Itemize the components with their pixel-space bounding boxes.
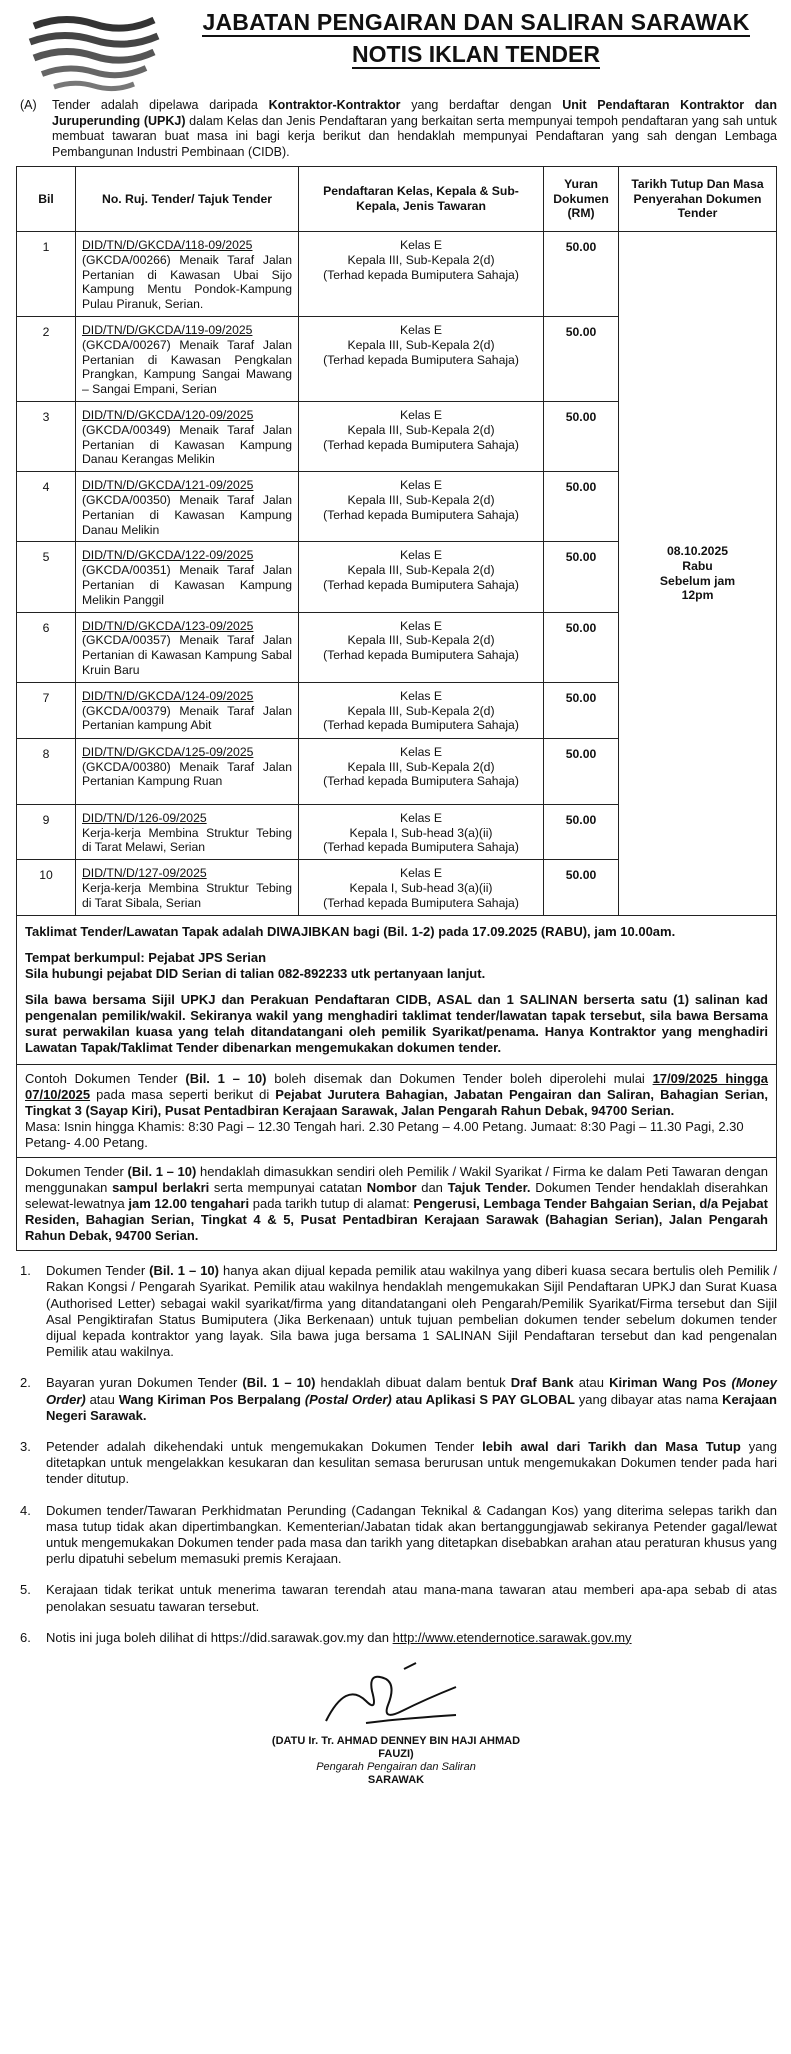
- ruj-cell: [76, 738, 299, 804]
- intro-text: Tender adalah dipelawa daripada: [52, 98, 269, 112]
- terhad: (Terhad kepada Bumiputera Sahaja): [323, 840, 519, 855]
- list-text: Dokumen tender/Tawaran Perkhidmatan Perunding (Cadangan Teknikal & Cadangan Kos) yang diterima selepas tarikh dan masa tutup tidak akan dipertimbangkan. Kementerian/Jabatan tidak akan bertanggungjawab sekiranya Petender gagal/lewat untuk mengemukakan Dokumen tender pada masa dan tarikh yang ditetapkan disebabkan arahan atau peraturan khusus yang perlu dipatuhi sebelum memasuki premis Kerajaan.: [46, 1502, 777, 1567]
- kepala: Kepala III, Sub-Kepala 2(d): [347, 563, 495, 578]
- kepala: Kepala III, Sub-Kepala 2(d): [347, 422, 495, 437]
- bil-cell: [17, 682, 76, 738]
- box-text: pada masa seperti berikut di: [90, 1087, 276, 1103]
- document-fee: 50.00: [565, 746, 597, 761]
- list-text: Bayaran yuran Dokumen Tender: [46, 1375, 243, 1391]
- kelas-cell: [299, 542, 544, 612]
- list-number: 4.: [20, 1502, 31, 1518]
- list-number: 3.: [20, 1438, 31, 1454]
- intro-text: dalam Kelas dan Jenis Pendaftaran yang berkaitan serta mempunyai tempoh pendaftaran yang sah untuk membuat tawaran buat masa ini bagi kerja berikut dan hendaklah mempunyai Pendaftaran yang sah dengan Lembaga Pembangunan Industri Pembinaan (CIDB).: [52, 113, 777, 159]
- yuran-cell: [544, 542, 619, 612]
- box-bold: jam 12.00 tengahari: [128, 1196, 250, 1212]
- terhad: (Terhad kepada Bumiputera Sahaja): [323, 352, 519, 367]
- document-fee: 50.00: [565, 690, 597, 705]
- list-text: yang dibayar atas nama: [574, 1391, 723, 1407]
- kelas: Kelas E: [399, 407, 442, 422]
- row-number: 9: [42, 812, 50, 827]
- header-bil: Bil: [17, 167, 76, 232]
- yuran-cell: [544, 738, 619, 804]
- row-number: 8: [42, 746, 50, 761]
- header: [16, 6, 777, 96]
- header-tutup: Tarikh Tutup Dan Masa Penyerahan Dokumen Tender: [619, 167, 777, 232]
- list-bold: Kerajaan Negeri Sarawak.: [46, 1391, 777, 1423]
- tender-ref: DID/TN/D/GKCDA/120-09/2025: [82, 407, 254, 422]
- table-row: [17, 232, 777, 317]
- terhad: (Terhad kepada Bumiputera Sahaja): [323, 437, 519, 452]
- tender-ref: DID/TN/D/126-09/2025: [82, 810, 207, 825]
- kepala: Kepala III, Sub-Kepala 2(d): [347, 633, 495, 648]
- tender-ref: DID/TN/D/GKCDA/122-09/2025: [82, 548, 254, 563]
- document-fee: 50.00: [565, 240, 597, 254]
- list-text: atau: [573, 1375, 610, 1391]
- row-number: 7: [42, 690, 50, 705]
- row-number: 3: [42, 409, 50, 424]
- tender-title: (GKCDA/00350) Menaik Taraf Jalan Pertanian di Kawasan Kampung Danau Melikin: [82, 492, 292, 537]
- document-fee: 50.00: [565, 868, 597, 883]
- closing-cell: [619, 232, 777, 916]
- tender-table: [16, 166, 777, 916]
- kelas-cell: [299, 472, 544, 542]
- agency-title: JABATAN PENGAIRAN DAN SALIRAN SARAWAK: [202, 9, 750, 35]
- tender-title: (GKCDA/00380) Menaik Taraf Jalan Pertanian Kampung Ruan: [82, 759, 292, 789]
- list-text: yang ditetapkan untuk mengelakkan kesukaran dan kesulitan semasa berurusan untuk mengemukakan Dokumen tender pada hari tender ditutup.: [46, 1438, 777, 1487]
- tender-ref: DID/TN/D/GKCDA/125-09/2025: [82, 744, 254, 759]
- kelas: Kelas E: [399, 548, 442, 563]
- header-kelas: Pendaftaran Kelas, Kepala & Sub- Kepala, Jenis Tawaran: [299, 167, 544, 232]
- signature-block: [16, 1661, 777, 1786]
- yuran-cell: [544, 860, 619, 916]
- bil-cell: [17, 804, 76, 859]
- box-text: serta mempunyai catatan: [209, 1180, 367, 1196]
- briefing-notes: [16, 916, 777, 1065]
- intro-bold: Kontraktor-Kontraktor: [268, 98, 401, 112]
- yuran-cell: [544, 612, 619, 682]
- box-bold: Nombor: [366, 1180, 417, 1196]
- kelas: Kelas E: [399, 688, 442, 703]
- intro-text: yang berdaftar dengan: [400, 98, 563, 112]
- contact-text: Sila hubungi pejabat DID Serian di talian 082-892233 utk pertanyaan lanjut.: [25, 966, 486, 982]
- row-number: 4: [42, 480, 50, 495]
- header-ruj: No. Ruj. Tender/ Tajuk Tender: [76, 167, 299, 232]
- bil-cell: [17, 738, 76, 804]
- tender-ref: DID/TN/D/GKCDA/118-09/2025: [82, 238, 253, 252]
- tender-title: (GKCDA/00349) Menaik Taraf Jalan Pertanian di Kawasan Kampung Danau Kerangas Melikin: [82, 422, 292, 467]
- ruj-cell: [76, 472, 299, 542]
- ruj-cell: [76, 612, 299, 682]
- box-text: Contoh Dokumen Tender: [25, 1071, 186, 1087]
- kelas: Kelas E: [399, 238, 442, 252]
- list-bold: atau Aplikasi S PAY GLOBAL: [391, 1391, 575, 1407]
- kepala: Kepala III, Sub-Kepala 2(d): [347, 252, 495, 267]
- kelas: Kelas E: [399, 744, 442, 759]
- tender-title: (GKCDA/00351) Menaik Taraf Jalan Pertanian di Kawasan Kampung Melikin Panggil: [82, 563, 292, 607]
- document-fee: 50.00: [565, 409, 597, 424]
- signature-graphic: [306, 1661, 476, 1733]
- box-text: boleh disemak dan Dokumen Tender boleh diperolehi mulai: [266, 1071, 653, 1087]
- kelas-cell: [299, 612, 544, 682]
- kepala: Kepala III, Sub-Kepala 2(d): [347, 759, 495, 774]
- tender-ref: DID/TN/D/GKCDA/119-09/2025: [82, 322, 253, 337]
- list-text: Dokumen Tender: [46, 1263, 150, 1279]
- tender-ref: DID/TN/D/GKCDA/123-09/2025: [82, 618, 254, 633]
- intro-bold: Unit Pendaftaran Kontraktor dan Juruperunding (UPKJ): [52, 98, 777, 128]
- box-bold: Tajuk Tender.: [447, 1180, 531, 1196]
- document-availability-box: [16, 1065, 777, 1158]
- list-item: [16, 1503, 777, 1568]
- intro-paragraph: [16, 98, 777, 160]
- list-item: [16, 1375, 777, 1424]
- kepala: Kepala I, Sub-head 3(a)(ii): [349, 880, 493, 895]
- ruj-cell: [76, 804, 299, 859]
- kelas-cell: [299, 682, 544, 738]
- box-text: pada tarikh tutup di alamat:: [249, 1196, 414, 1212]
- list-number: 2.: [20, 1375, 31, 1391]
- bil-cell: [17, 232, 76, 317]
- list-number: 5.: [20, 1582, 31, 1598]
- kelas-cell: [299, 860, 544, 916]
- kelas-cell: [299, 316, 544, 401]
- box-bold: (Bil. 1 – 10): [127, 1164, 197, 1180]
- row-number: 6: [42, 620, 50, 635]
- box-bold: (Bil. 1 – 10): [185, 1071, 267, 1087]
- kelas: Kelas E: [399, 866, 442, 881]
- document-fee: 50.00: [565, 324, 597, 339]
- tender-ref: DID/TN/D/GKCDA/124-09/2025: [82, 688, 254, 703]
- yuran-cell: [544, 682, 619, 738]
- box-text: Dokumen Tender: [25, 1164, 128, 1180]
- kelas-cell: [299, 804, 544, 859]
- office-address: Pejabat Jurutera Bahagian, Jabatan Pengairan dan Saliran, Bahagian Serian, Tingkat 3 (Sayap Kiri), Pusat Pentadbiran Kerajaan Sarawak, Jalan Pengarah Rahun Debak, 94700 Serian.: [25, 1087, 768, 1119]
- closing-before: Sebelum jam: [659, 573, 736, 588]
- list-text: hanya akan dijual kepada pemilik atau wakilnya yang diberi kuasa secara bertulis oleh Pemilik / Rakan Kongsi / Pengarah Syarikat. Pemilik atau wakilnya hendaklah mengemukakan Sijil Pendaftaran UPKJ dan Surat Kuasa (Authorised Letter) sebagai wakil syarikat/firma yang ditandatangani oleh Pengarah/Pemilik Syarikat/Firma tersebut dan Sijil Asal Pengiktirafan Status Bumiputera (Jika Berkenaan) untuk tujuan pembelian dokumen tender sebelum dokumen tender dijual kepada kontraktor yang layak. Sila bawa juga bersama 1 SALINAN Sijil Pendaftaran tersebut dan kad pengenalan Pemilik atau wakilnya.: [46, 1263, 778, 1360]
- list-bold-italic: (Postal Order): [304, 1391, 392, 1407]
- box-text: Dokumen Tender hendaklah diserahkan selewat-lewatnya: [25, 1180, 768, 1212]
- bil-cell: [17, 542, 76, 612]
- yuran-cell: [544, 804, 619, 859]
- bil-cell: [17, 860, 76, 916]
- kepala: Kepala III, Sub-Kepala 2(d): [347, 703, 495, 718]
- signatory-state: SARAWAK: [367, 1773, 425, 1786]
- terhad: (Terhad kepada Bumiputera Sahaja): [323, 774, 519, 789]
- bil-cell: [17, 472, 76, 542]
- list-item: [16, 1582, 777, 1614]
- list-bold: Kiriman Wang Pos: [609, 1375, 727, 1391]
- row-number: 1: [42, 240, 50, 254]
- kelas-cell: [299, 401, 544, 471]
- tender-ref: DID/TN/D/127-09/2025: [82, 866, 207, 881]
- ruj-cell: [76, 542, 299, 612]
- list-bold: lebih awal dari Tarikh dan Masa Tutup: [482, 1438, 741, 1454]
- tender-title: (GKCDA/00379) Menaik Taraf Jalan Pertanian kampung Abit: [82, 703, 292, 733]
- signatory-name: (DATU Ir. Tr. AHMAD DENNEY BIN HAJI AHMAD FAUZI): [271, 1734, 521, 1760]
- list-bold: (Bil. 1 – 10): [242, 1375, 316, 1391]
- submission-box: [16, 1158, 777, 1251]
- kelas: Kelas E: [399, 618, 442, 633]
- document-fee: 50.00: [565, 620, 597, 635]
- kelas: Kelas E: [399, 810, 442, 825]
- yuran-cell: [544, 401, 619, 471]
- bil-cell: [17, 316, 76, 401]
- signatory-role: Pengarah Pengairan dan Saliran: [316, 1760, 476, 1773]
- document-fee: 50.00: [565, 550, 597, 565]
- availability-dates: 17/09/2025 hingga 07/10/2025: [25, 1071, 769, 1103]
- list-text: Petender adalah dikehendaki untuk mengemukakan Dokumen Tender: [46, 1438, 483, 1454]
- list-text: Kerajaan tidak terikat untuk menerima tawaran terendah atau mana-mana tawaran atau memberi apa-apa sebab di atas penolakan sesuatu tawaran tersebut.: [46, 1582, 777, 1614]
- list-item: [16, 1439, 777, 1488]
- table-body: [17, 232, 777, 916]
- row-number: 5: [42, 550, 50, 565]
- tender-notice: [16, 6, 777, 2036]
- table-header-row: [17, 167, 777, 232]
- closing-time: 12pm: [681, 588, 714, 603]
- box-text: hendaklah dimasukkan sendiri oleh Pemilik / Wakil Syarikat / Firma ke dalam Peti Tawaran dengan menggunakan: [25, 1164, 769, 1196]
- section-label: (A): [20, 98, 37, 112]
- tender-title: Kerja-kerja Membina Struktur Tebing di Tarat Melawi, Serian: [82, 825, 292, 855]
- terhad: (Terhad kepada Bumiputera Sahaja): [323, 267, 519, 282]
- notice-title: NOTIS IKLAN TENDER: [352, 41, 600, 67]
- bring-documents-text: Sila bawa bersama Sijil UPKJ dan Perakuan Pendaftaran CIDB, ASAL dan 1 SALINAN berserta satu (1) salinan kad pengenalan pemilik/wakil. Sekiranya wakil yang menghadiri taklimat tender/lawatan tapak tersebut, sila bawa Bersama surat perwakilan kuasa yang telah ditandatangani oleh pemilik Syarikat/penama. Hanya Kontraktor yang menghadiri Lawatan Tapak/Taklimat Tender dibenarkan mengemukakan dokumen tender.: [25, 992, 768, 1056]
- office-hours: Masa: Isnin hingga Khamis: 8:30 Pagi – 12.30 Tengah hari. 2.30 Petang – 4.00 Petang. Jumaat: 8:30 Pagi – 11.30 Pagi, 2.30 Petang- 4.00 Petang.: [25, 1119, 744, 1151]
- kelas-cell: [299, 738, 544, 804]
- kelas-cell: [299, 232, 544, 317]
- box-bold: sampul berlakri: [112, 1180, 210, 1196]
- kepala: Kepala I, Sub-head 3(a)(ii): [349, 825, 493, 840]
- jps-wave-logo: [24, 12, 164, 92]
- list-text: hendaklah dibuat dalam bentuk: [315, 1375, 511, 1391]
- list-text: Notis ini juga boleh dilihat di https://did.sarawak.gov.my dan: [46, 1629, 393, 1645]
- list-item: [16, 1630, 777, 1646]
- ruj-cell: [76, 232, 299, 317]
- list-text: atau: [85, 1391, 119, 1407]
- briefing-text: Taklimat Tender/Lawatan Tapak adalah DIWAJIBKAN bagi (Bil. 1-2) pada 17.09.2025 (RABU), jam 10.00am.: [25, 924, 676, 940]
- bil-cell: [17, 612, 76, 682]
- submission-address: Pengerusi, Lembaga Tender Bahgaian Serian, d/a Pejabat Residen, Bahagian Serian, Tingkat 4 & 5, Pusat Pentadbiran Kerajaan Sarawak (Bahagian Serian), Jalan Pengarah Rahun Debak, 94700 Serian.: [25, 1196, 768, 1244]
- bil-cell: [17, 401, 76, 471]
- terhad: (Terhad kepada Bumiputera Sahaja): [323, 507, 519, 522]
- tender-title: (GKCDA/00266) Menaik Taraf Jalan Pertanian di Kawasan Ubai Sijo Kampung Mentu Pondok-Kampung Pulau Piranuk, Serian.: [82, 252, 292, 312]
- tender-title: (GKCDA/00357) Menaik Taraf Jalan Pertanian di Kawasan Kampung Sabal Kruin Baru: [82, 633, 292, 677]
- kelas: Kelas E: [399, 322, 442, 337]
- ruj-cell: [76, 316, 299, 401]
- header-yuran: Yuran Dokumen (RM): [544, 167, 619, 232]
- meeting-place: Tempat berkumpul: Pejabat JPS Serian: [25, 950, 267, 966]
- ruj-cell: [76, 682, 299, 738]
- list-number: 6.: [20, 1629, 31, 1645]
- yuran-cell: [544, 232, 619, 317]
- tender-title: Kerja-kerja Membina Struktur Tebing di Tarat Sibala, Serian: [82, 880, 292, 910]
- terhad: (Terhad kepada Bumiputera Sahaja): [323, 577, 519, 592]
- document-fee: 50.00: [565, 480, 597, 495]
- row-number: 2: [42, 324, 50, 339]
- tender-title: (GKCDA/00267) Menaik Taraf Jalan Pertanian di Kawasan Pengkalan Prangkan, Kampung Sangai Mawang – Sangai Empani, Serian: [82, 337, 292, 397]
- list-bold-italic: (Money Order): [46, 1375, 777, 1407]
- closing-day: Rabu: [682, 558, 713, 573]
- kelas: Kelas E: [399, 478, 442, 493]
- yuran-cell: [544, 316, 619, 401]
- ruj-cell: [76, 401, 299, 471]
- list-number: 1.: [20, 1263, 31, 1279]
- terhad: (Terhad kepada Bumiputera Sahaja): [323, 648, 519, 663]
- terhad: (Terhad kepada Bumiputera Sahaja): [323, 718, 519, 733]
- terms-list: [16, 1263, 777, 1646]
- closing-date: 08.10.2025: [667, 543, 728, 558]
- yuran-cell: [544, 472, 619, 542]
- list-bold: Draf Bank: [510, 1375, 574, 1391]
- list-item: [16, 1263, 777, 1360]
- etender-link[interactable]: http://www.etendernotice.sarawak.gov.my: [392, 1629, 632, 1645]
- row-number: 10: [39, 868, 53, 883]
- ruj-cell: [76, 860, 299, 916]
- kepala: Kepala III, Sub-Kepala 2(d): [347, 337, 495, 352]
- kepala: Kepala III, Sub-Kepala 2(d): [347, 492, 495, 507]
- document-fee: 50.00: [565, 812, 597, 827]
- list-bold: (Bil. 1 – 10): [149, 1263, 219, 1279]
- tender-ref: DID/TN/D/GKCDA/121-09/2025: [82, 478, 254, 493]
- box-text: dan: [416, 1180, 448, 1196]
- list-bold: Wang Kiriman Pos Berpalang: [118, 1391, 301, 1407]
- terhad: (Terhad kepada Bumiputera Sahaja): [323, 895, 519, 910]
